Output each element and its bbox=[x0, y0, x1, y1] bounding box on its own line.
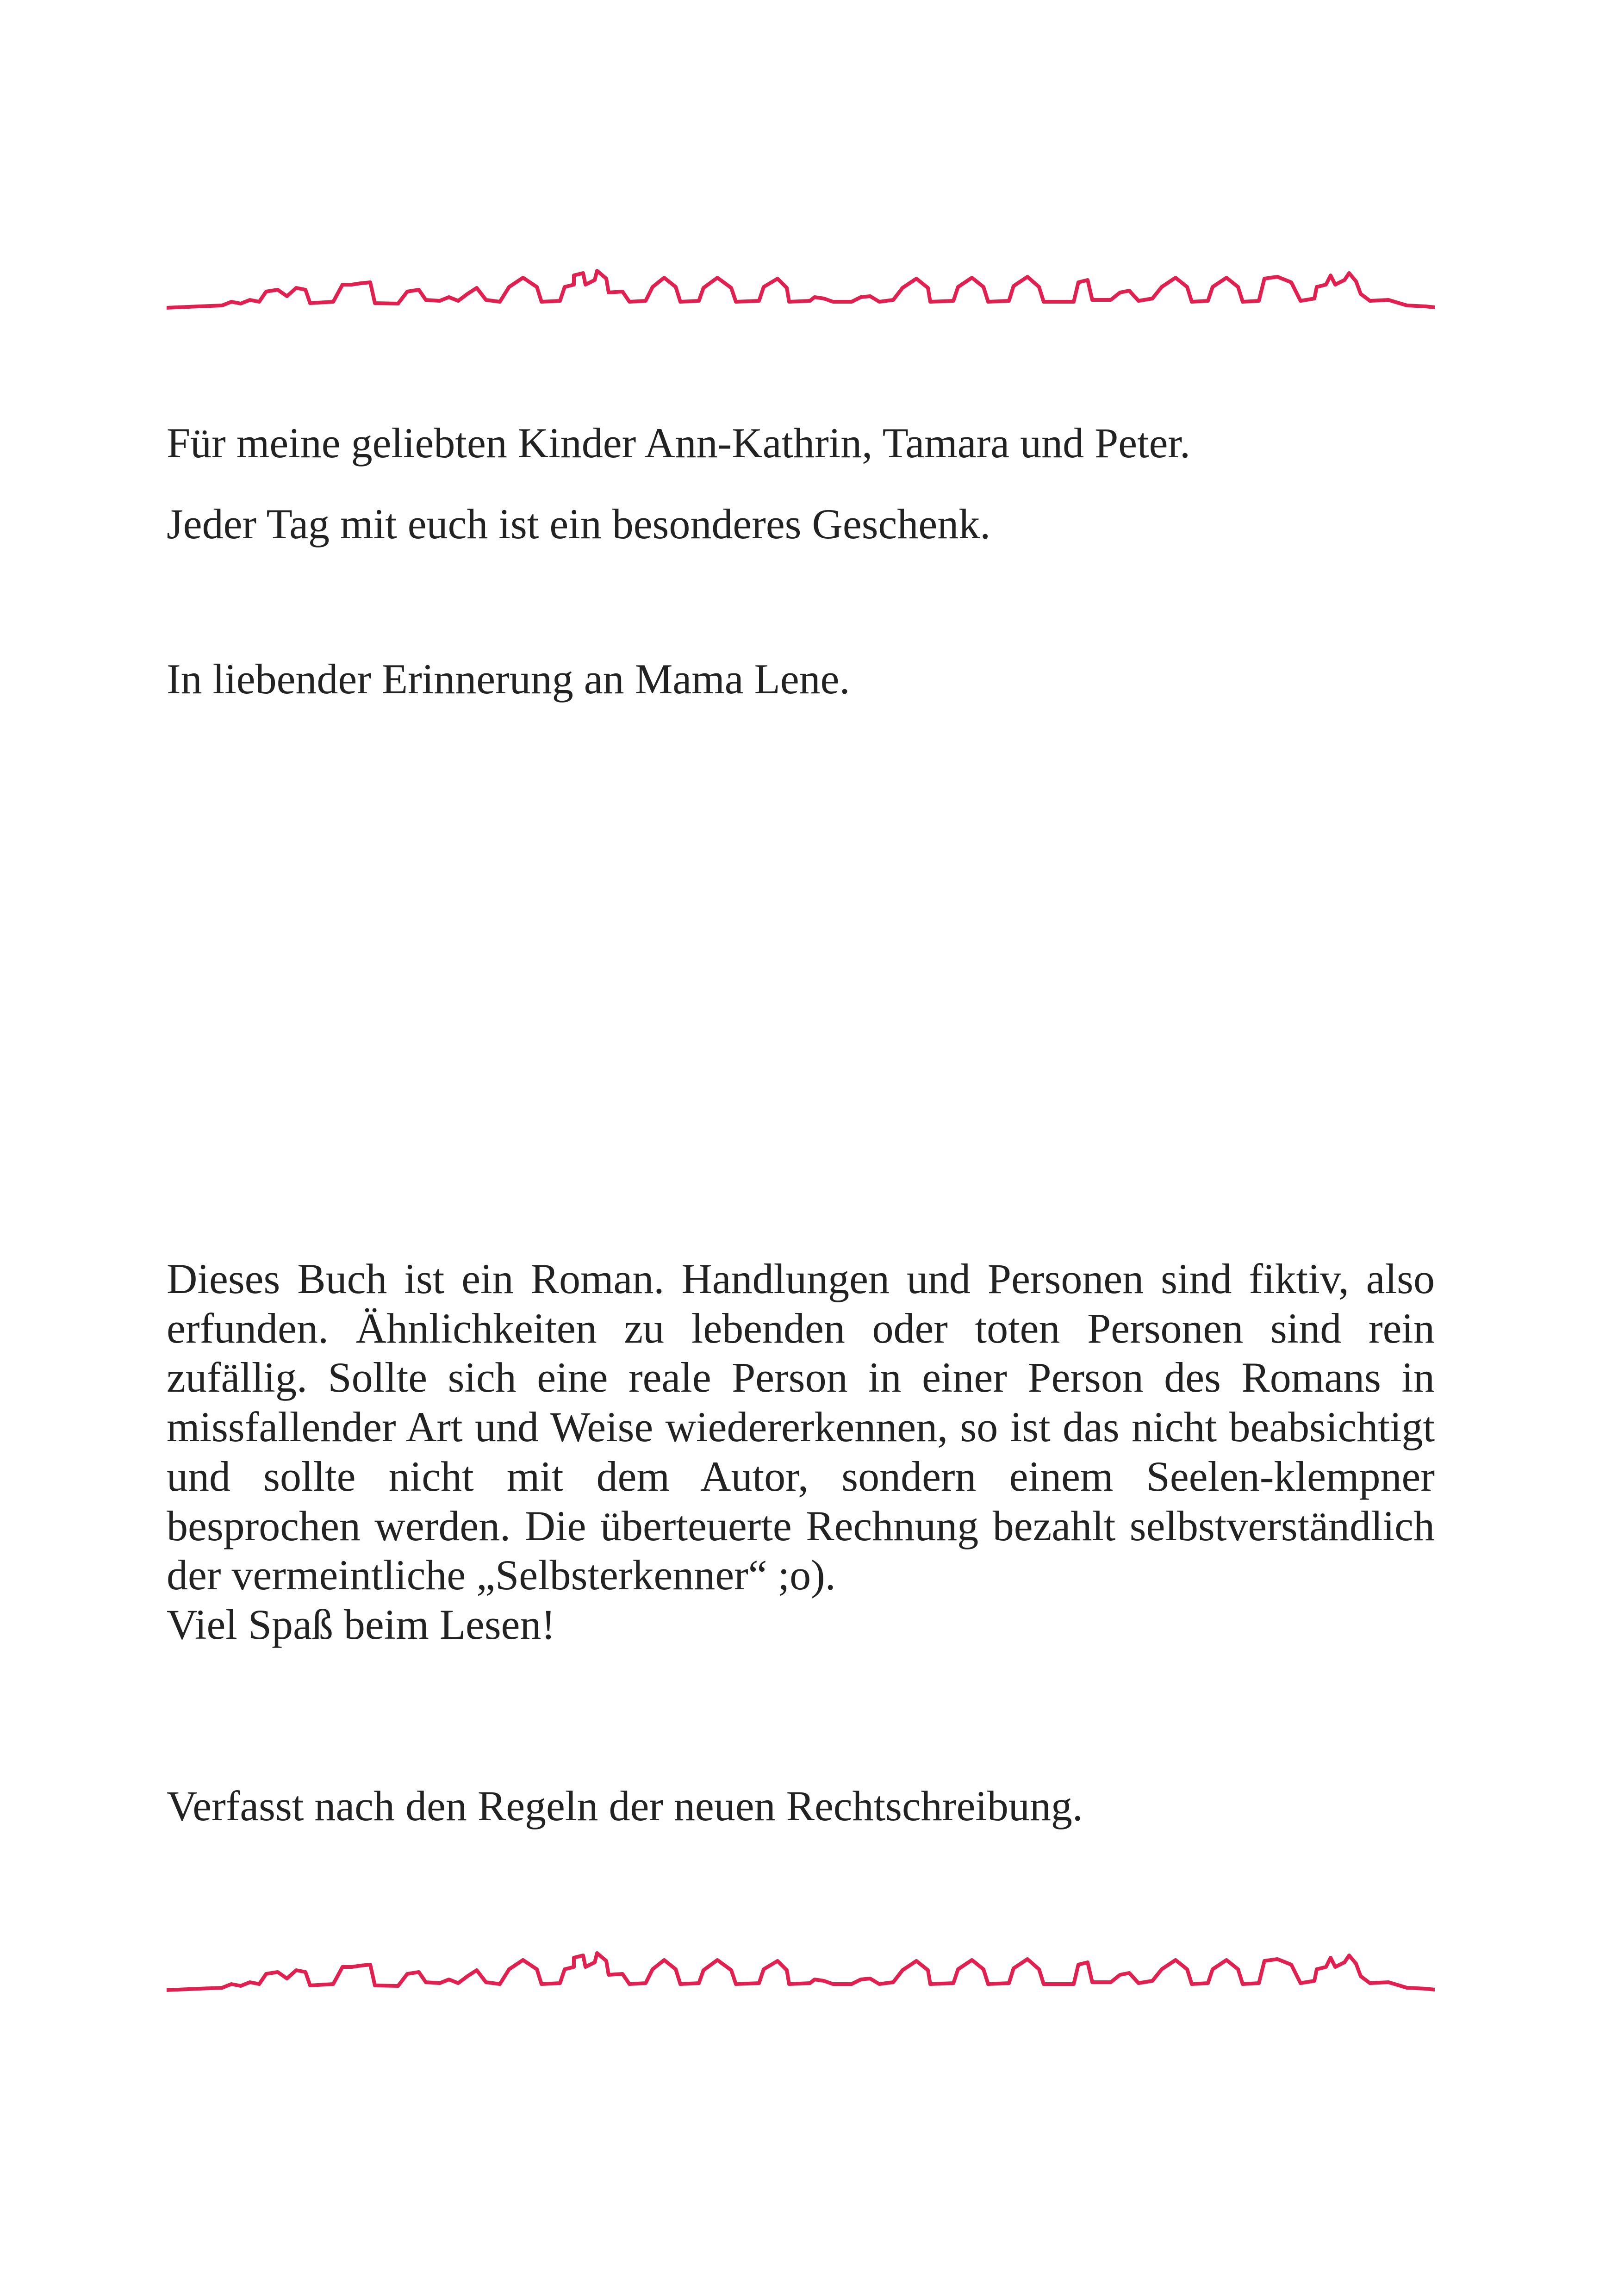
dedication-line-2: Jeder Tag mit euch ist ein besonderes Geschenk. bbox=[167, 500, 991, 548]
village-skyline-icon bbox=[167, 259, 1435, 324]
closing-line: Viel Spaß beim Lesen! bbox=[167, 1601, 556, 1649]
disclaimer-body: Dieses Buch ist ein Roman. Handlungen und Personen sind fiktiv, also erfunden. Ähnlichkeiten zu lebenden oder toten Personen sind rein zufällig. Sollte sich eine reale Person in einer Person des Romans in missfallender Art und Weise wiedererkennen, so ist das nicht beabsichtigt und sollte nicht mit dem Autor, sondern einem Seelen-klempner besprochen werden. Die überteuerte Rechnung bezahlt selbstverständlich der vermeintliche „Selbsterkenner“ ;o). bbox=[167, 1255, 1435, 1599]
village-skyline-ornament-bottom bbox=[167, 1941, 1435, 2006]
dedication-line-1: Für meine geliebten Kinder Ann-Kathrin, Tamara und Peter. bbox=[167, 419, 1191, 467]
disclaimer-paragraph bbox=[167, 1254, 1435, 1649]
spelling-note: Verfasst nach den Regeln der neuen Rechtschreibung. bbox=[167, 1782, 1083, 1829]
memorial-line: In liebender Erinnerung an Mama Lene. bbox=[167, 655, 850, 703]
village-skyline-icon bbox=[167, 1941, 1435, 2006]
village-skyline-ornament-top bbox=[167, 259, 1435, 324]
